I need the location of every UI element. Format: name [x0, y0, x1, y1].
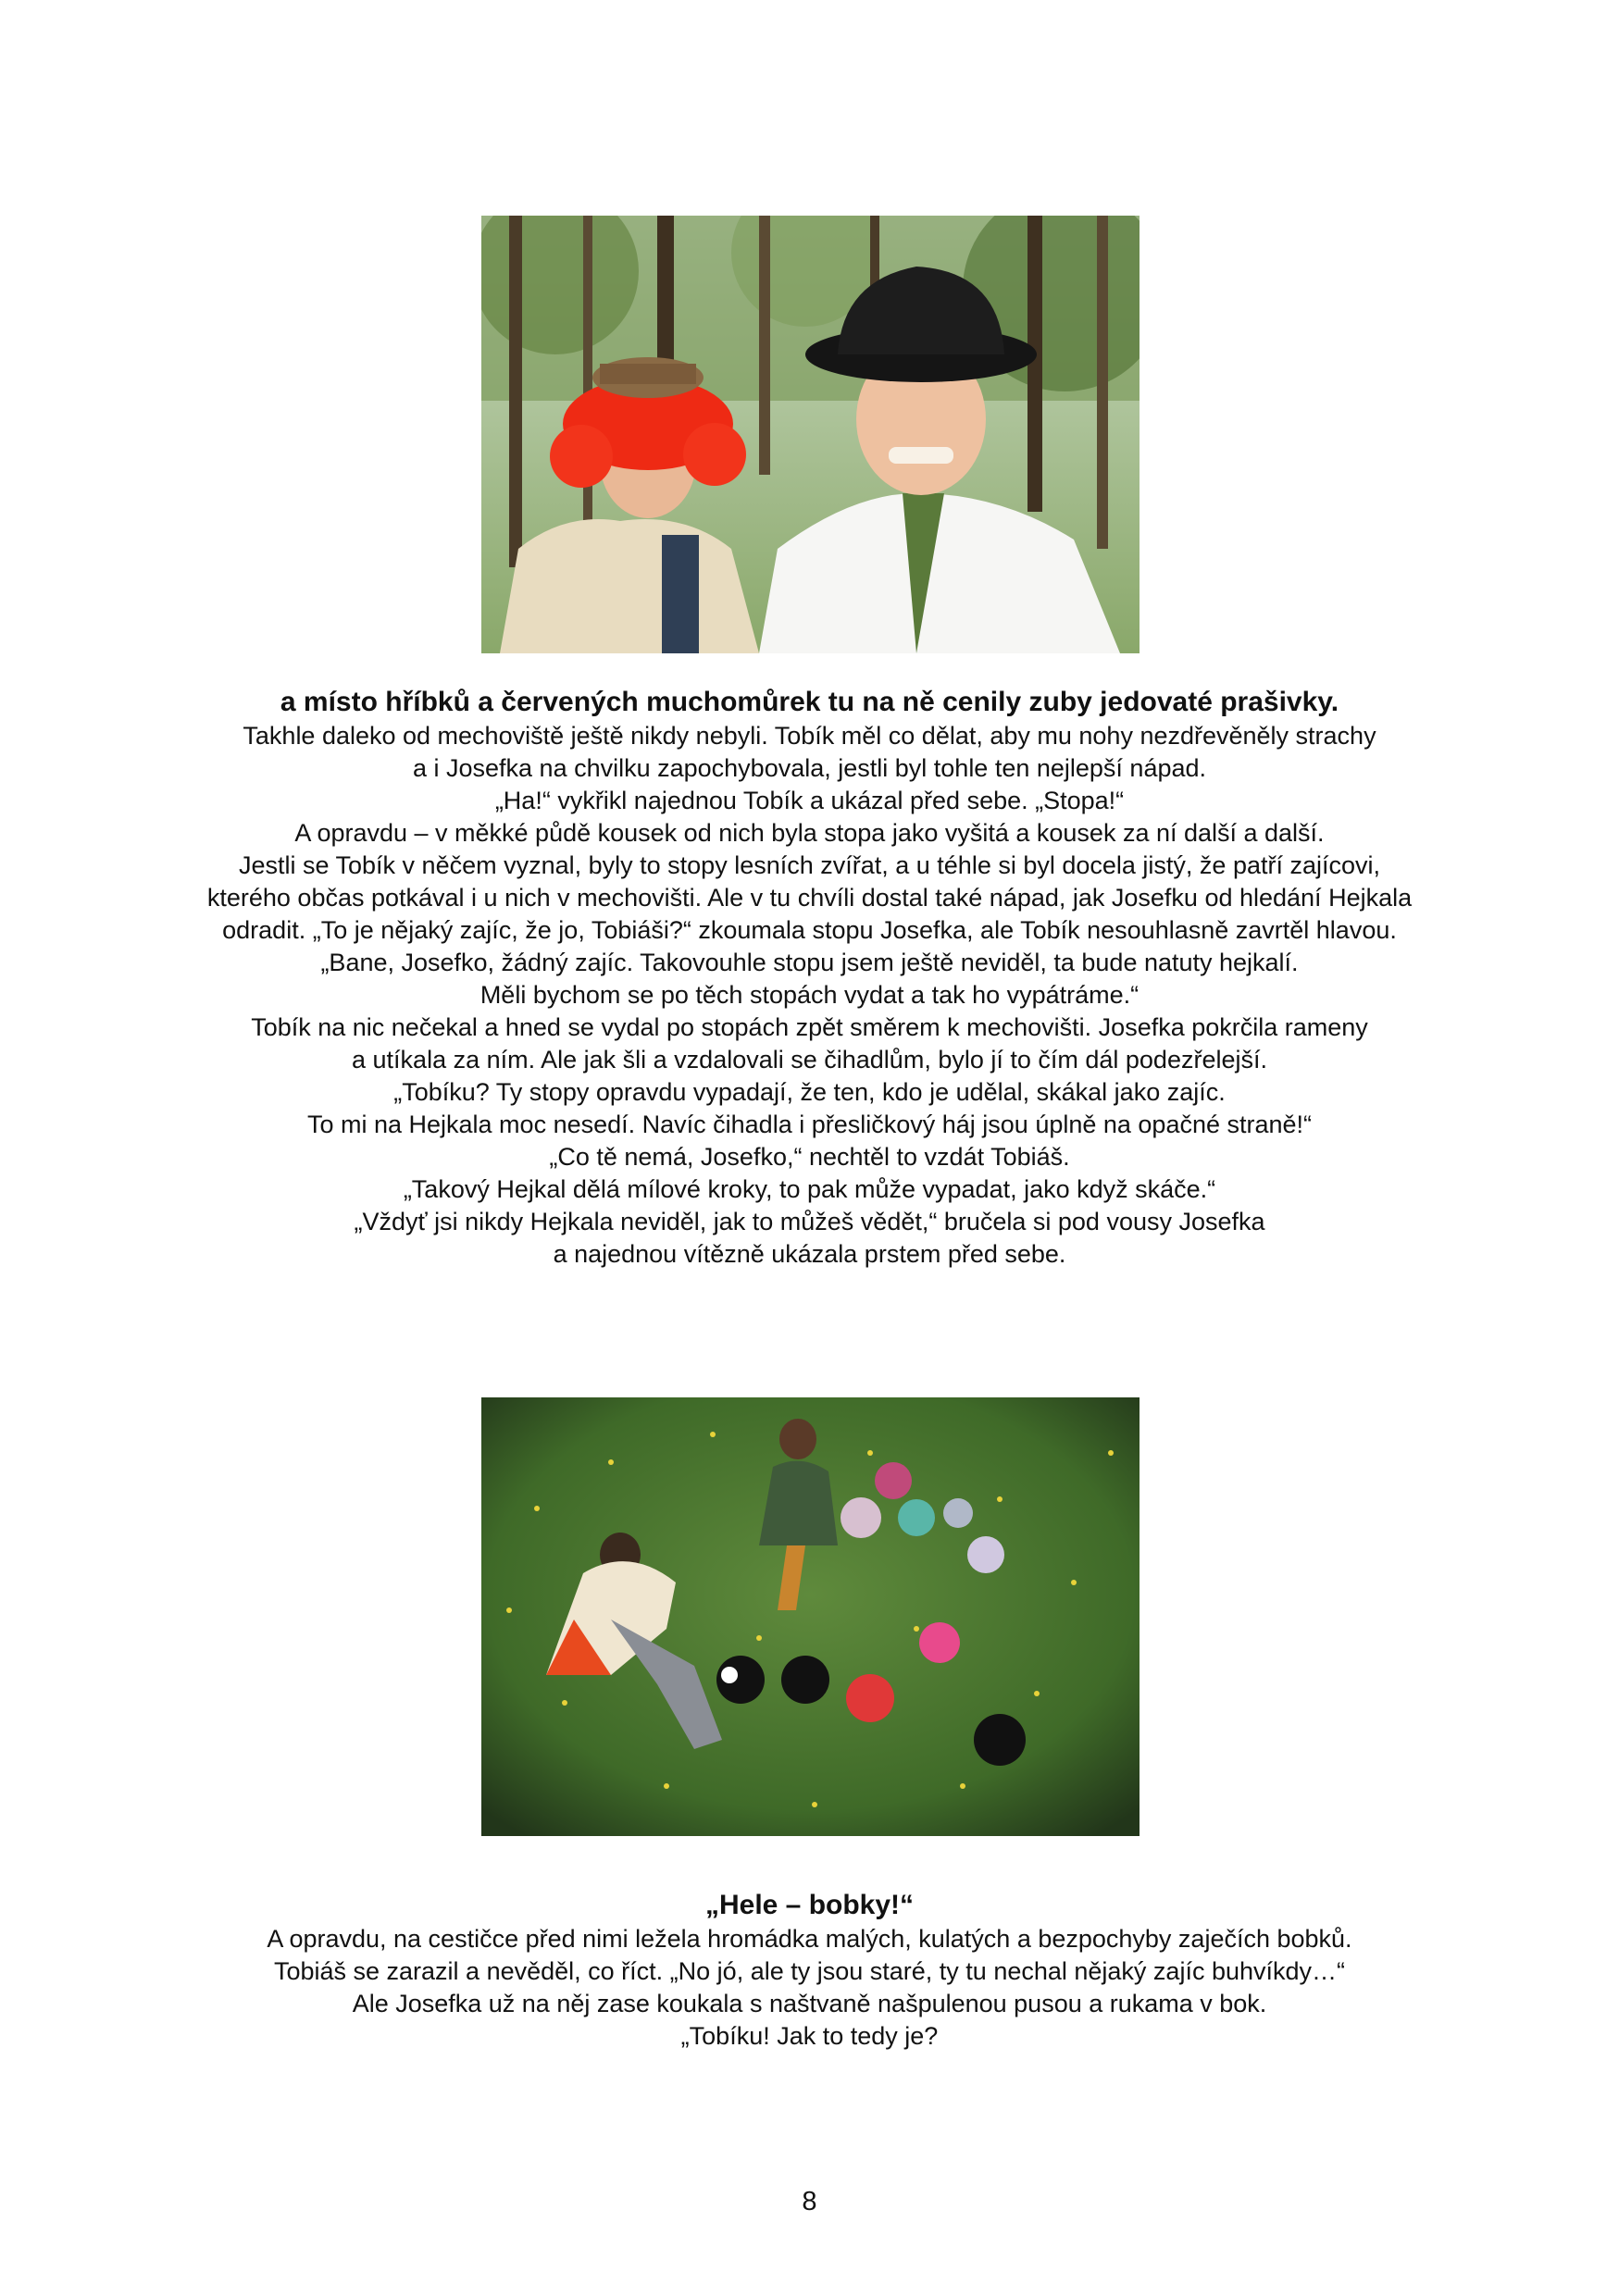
paragraph-line: „Tobíku? Ty stopy opravdu vypadají, že ten, kdo je udělal, skákal jako zajíc. [393, 1078, 1226, 1106]
paragraph-line: Takhle daleko od mechoviště ještě nikdy nebyli. Tobík měl co dělat, aby mu nohy nezdřevěněly strachy [243, 722, 1376, 750]
section-heading: „Hele – bobky!“ [704, 1890, 915, 1920]
paragraph-line: kterého občas potkával i u nich v mechovišti. Ale v tu chvíli dostal také nápad, jak Josefku od hledání Hejkala [206, 884, 1413, 912]
paragraph-line: Jestli se Tobík v něčem vyznal, byly to stopy lesních zvířat, a u téhle si byl docela jistý, že patří zajícovi, [238, 851, 1381, 879]
paragraph-line: Měli bychom se po těch stopách vydat a tak ho vypátráme.“ [479, 981, 1140, 1009]
section-heading: a místo hříbků a červených muchomůrek tu na ně cenily zuby jedovaté prašivky. [280, 687, 1339, 717]
story-section-2 [111, 1888, 1508, 2053]
page-number: 8 [802, 2187, 817, 2216]
paragraph-line: a najednou vítězně ukázala prstem před sebe. [553, 1240, 1066, 1268]
photo-children-in-forest-image [481, 216, 1140, 653]
paragraph-line: To mi na Hejkala moc nesedí. Navíc čihadla i přesličkový háj jsou úplně na opačné straně!“ [306, 1111, 1313, 1138]
photo-children-circle-image [481, 1397, 1140, 1836]
paragraph-line: a i Josefka na chvilku zapochybovala, jestli byl tohle ten nejlepší nápad. [412, 754, 1207, 782]
paragraph-line: „Ha!“ vykřikl najednou Tobík a ukázal před sebe. „Stopa!“ [494, 787, 1125, 814]
paragraph-line: Tobík na nic nečekal a hned se vydal po stopách zpět směrem k mechovišti. Josefka pokrčila rameny [251, 1013, 1368, 1041]
paragraph-line: „Takový Hejkal dělá mílové kroky, to pak může vypadat, jako když skáče.“ [403, 1175, 1216, 1203]
photo-children-in-forest [481, 216, 1140, 653]
photo-children-circle-on-grass [481, 1397, 1140, 1836]
paragraph-line: A opravdu – v měkké půdě kousek od nich byla stopa jako vyšitá a kousek za ní další a další. [294, 819, 1325, 847]
paragraph-line: odradit. „To je nějaký zajíc, že jo, Tobiáši?“ zkoumala stopu Josefka, ale Tobík nesouhlasně zavrtěl hlavou. [222, 916, 1397, 944]
paragraph-line: Tobiáš se zarazil a nevěděl, co říct. „No jó, ale ty jsou staré, ty tu nechal nějaký zajíc buhvíkdy…“ [273, 1957, 1346, 1985]
paragraph-line: „Co tě nemá, Josefko,“ nechtěl to vzdát Tobiáš. [549, 1143, 1070, 1171]
paragraph-line: „Vždyť jsi nikdy Hejkala neviděl, jak to můžeš vědět,“ bručela si pod vousy Josefka [354, 1208, 1265, 1235]
paragraph-line: A opravdu, na cestičce před nimi ležela hromádka malých, kulatých a bezpochyby zaječích bobků. [267, 1925, 1352, 1953]
paragraph-line: „Tobíku! Jak to tedy je? [680, 2022, 939, 2050]
paragraph-line: Ale Josefka už na něj zase koukala s naštvaně našpulenou pusou a rukama v bok. [352, 1990, 1267, 2017]
story-section-1 [111, 685, 1508, 1271]
paragraph-line: a utíkala za ním. Ale jak šli a vzdalovali se čihadlům, bylo jí to čím dál podezřelejší. [352, 1046, 1267, 1074]
paragraph-line: „Bane, Josefko, žádný zajíc. Takovouhle stopu jsem ještě neviděl, ta bude natuty hejkalí. [320, 949, 1299, 976]
